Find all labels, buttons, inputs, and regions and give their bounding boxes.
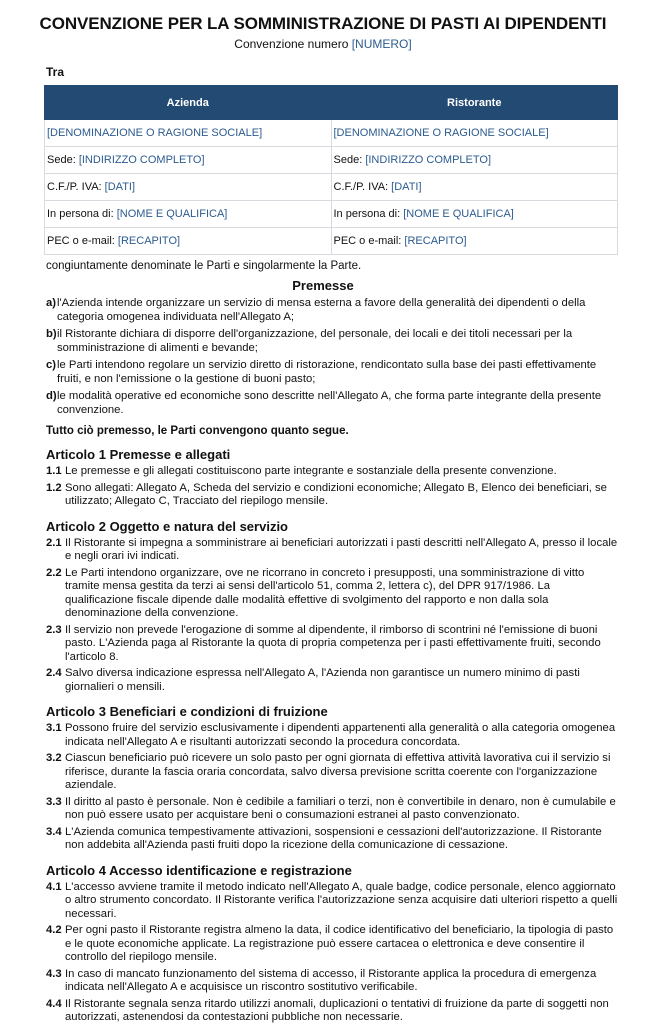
column-header-ristorante: Ristorante [331,86,618,120]
clause-item [46,752,618,793]
article-title: Articolo 4 Accesso identificazione e registrazione [46,862,352,878]
article-clauses [46,465,618,509]
parties-row [45,201,618,228]
party-cell-right [331,147,618,174]
clause-number: 1.1 [46,465,62,477]
premessa-text: le Parti intendono regolare un servizio diretto di ristorazione, rendicontato sulla base dei pasti effettivamente fruiti, e non l'emissione o la gestione di buoni pasto; [57,359,597,385]
party-field-label: C.F./P. IVA: [333,181,392,193]
party-cell-left [45,201,332,228]
clause-item [46,722,618,749]
tra-label: Tra [46,65,65,79]
party-field-label: Sede: [333,154,366,166]
clause-item [46,567,618,621]
premesse-closing: Tutto ciò premesso, le Parti convengono quanto segue. [46,425,349,437]
clause-item [46,537,618,564]
party-field-placeholder: [NOME E QUALIFICA] [403,208,514,220]
clause-item [46,826,618,853]
party-cell-left [45,147,332,174]
party-field-placeholder: [INDIRIZZO COMPLETO] [78,154,205,166]
premessa-text: il Ristorante dichiara di disporre dell'organizzazione, del personale, dei locali e dei titoli necessari per la somministrazione di alimenti e bevande; [57,328,573,354]
clause-text: L'Azienda comunica tempestivamente attivazioni, sospensioni e cessazioni dell'autorizzazione. Il Ristorante non addebita all'Azienda pasti fruiti dopo la ricezione della comunicazione di cessazione. [65,825,602,851]
premessa-item [46,297,618,324]
party-field-placeholder: [INDIRIZZO COMPLETO] [365,154,492,166]
article-clauses [46,537,618,695]
clause-number: 3.2 [46,752,62,764]
premessa-item [46,359,618,386]
clause-item [46,881,618,922]
clause-text: Per ogni pasto il Ristorante registra almeno la data, il codice identificativo del beneficiario, la tipologia di pasto e le quote economiche applicate. La registrazione può essere cartacea o elettronica e deve consentire il controllo del riepilogo mensile. [65,924,614,963]
clause-item [46,796,618,823]
parties-row [45,174,618,201]
party-cell-right [331,201,618,228]
party-cell-left [45,120,332,147]
party-field-label: PEC o e-mail: [333,235,405,247]
party-cell-right [331,120,618,147]
article-clauses [46,881,618,1024]
clause-text: In caso di mancato funzionamento del sistema di accesso, il Ristorante applica la procedura di emergenza indicata nell'Allegato A e acquisisce un riscontro sostitutivo verificabile. [65,967,597,993]
parties-row [45,120,618,147]
clause-text: Sono allegati: Allegato A, Scheda del servizio e condizioni economiche; Allegato B, Elenco dei beneficiari, se utilizzato; Allegato C, Tracciato del riepilogo mensile. [65,481,607,507]
parties-joint-note: congiuntamente denominate le Parti e singolarmente la Parte. [46,260,362,272]
parties-row [45,147,618,174]
clause-number: 4.4 [46,997,62,1010]
clause-number: 2.3 [46,623,62,636]
premessa-label: d) [46,390,57,402]
party-field-placeholder: [RECAPITO] [404,235,467,247]
clause-item [46,968,618,995]
premesse-list [46,297,618,417]
clause-number: 4.2 [46,924,62,936]
party-field-placeholder: [DENOMINAZIONE O RAGIONE SOCIALE] [333,127,549,139]
party-field-placeholder: [DENOMINAZIONE O RAGIONE SOCIALE] [47,127,263,139]
article-clauses [46,722,618,853]
party-field-placeholder: [RECAPITO] [117,235,181,247]
party-field-placeholder: [DATI] [104,181,136,193]
parties-table [44,85,618,255]
clause-text: Il Ristorante si impegna a somministrare ai beneficiari autorizzati i pasti descritti nell'Allegato A, presso il locale e negli orari ivi indicati. [65,536,618,562]
premessa-item [46,390,618,417]
clause-text: Il diritto al pasto è personale. Non è cedibile a familiari o terzi, non è convertibile in denaro, non è cumulabile e non può essere usato per acquistare beni o consumazioni estranei al pasto convenzionato. [65,795,616,821]
column-header-azienda: Azienda [45,86,332,120]
clause-text: Possono fruire del servizio esclusivamente i dipendenti appartenenti alla generalità o alla categoria omogenea indicata nell'Allegato A e risultanti autorizzati secondo la procedura concordata. [65,722,616,748]
convention-number-placeholder: [NUMERO] [351,37,412,51]
premessa-label: c) [46,359,57,371]
party-cell-left [45,228,332,255]
premesse-heading: Premesse [292,278,354,293]
clause-number: 3.4 [46,825,62,838]
premessa-text: l'Azienda intende organizzare un servizio di mensa esterna a favore della generalità dei dipendenti o della categoria omogenea individuata nell'Allegato A; [57,297,586,323]
clause-text: Le Parti intendono organizzare, ove ne ricorrano in concreto i presupposti, una somministrazione di vitto tramite mensa gestita da terzi ai sensi dell'articolo 51, comma 2, lettera c), del DPR 917/1986. La qualificazione fiscale dipende dalle modalità effettive di svolgimento del rapporto e non dalla sola denominazione della convenzione. [65,566,585,619]
parties-body [45,120,618,255]
clause-text: Ciascun beneficiario può ricevere un solo pasto per ogni giornata di effettiva attività lavorativa cui il servizio si riferisce, durante la fascia oraria concordata, salvo diversa previsione scritta coerente con l'organizzazione aziendale. [65,752,611,791]
convention-number-label: Convenzione numero [234,37,352,51]
premessa-item [46,328,618,355]
document-title: CONVENZIONE PER LA SOMMINISTRAZIONE DI PASTI AI DIPENDENTI [39,14,607,33]
clause-text: Salvo diversa indicazione espressa nell'Allegato A, l'Azienda non garantisce un numero minimo di pasti giornalieri o mensili. [65,667,580,693]
clause-text: L'accesso avviene tramite il metodo indicato nell'Allegato A, quale badge, codice personale, elenco aggiornato o altro strumento concordato. Il Ristorante verifica l'autorizzazione senza acquisire dati ulteriori rispetto a quelli necessari. [65,880,618,920]
clause-number: 4.3 [46,967,62,980]
party-field-placeholder: [DATI] [391,181,422,193]
article-title: Articolo 2 Oggetto e natura del servizio [46,518,288,534]
clause-text: Il Ristorante segnala senza ritardo utilizzi anomali, duplicazioni o tentativi di fruizione da parte di soggetti non autorizzati, astenendosi da contestazioni pubbliche non necessarie. [65,997,609,1023]
clause-text: Il servizio non prevede l'erogazione di somme al dipendente, il rimborso di scontrini né l'emissione di buoni pasto. L'Azienda paga al Ristorante la quota di propria competenza per i pasti effettivamente fruiti, secondo l'articolo 8. [65,623,601,663]
party-field-label: In persona di: [47,208,117,220]
article-title: Articolo 3 Beneficiari e condizioni di fruizione [46,704,328,719]
clause-item [46,924,618,965]
premessa-label: a) [46,297,57,309]
clause-item [46,667,618,694]
party-cell-right [331,228,618,255]
clause-item [46,624,618,665]
premessa-label: b) [46,328,57,340]
clause-number: 3.1 [46,722,62,734]
party-cell-left [45,174,332,201]
clause-number: 3.3 [46,795,62,808]
clause-item [46,465,618,479]
clause-number: 2.4 [46,667,62,679]
parties-row [45,228,618,255]
party-field-label: Sede: [47,154,79,166]
party-field-label: PEC o e-mail: [47,235,118,247]
clause-text: Le premesse e gli allegati costituiscono parte integrante e sostanziale della presente convenzione. [65,465,557,477]
party-cell-right [331,174,618,201]
clause-number: 4.1 [46,880,62,893]
clause-number: 2.1 [46,536,62,549]
party-field-label: In persona di: [333,208,404,220]
articles-section [0,447,646,1024]
premessa-text: le modalità operative ed economiche sono descritte nell'Allegato A, che forma parte integrante della presente convenzione. [57,390,602,416]
clause-item [46,482,618,509]
party-field-placeholder: [NOME E QUALIFICA] [116,208,228,220]
clause-number: 2.2 [46,566,62,579]
clause-item [46,998,618,1024]
party-field-label: C.F./P. IVA: [47,181,105,193]
article-title: Articolo 1 Premesse e allegati [46,447,231,462]
parties-header-row [45,86,618,120]
convention-number [0,37,646,51]
clause-number: 1.2 [46,481,62,494]
